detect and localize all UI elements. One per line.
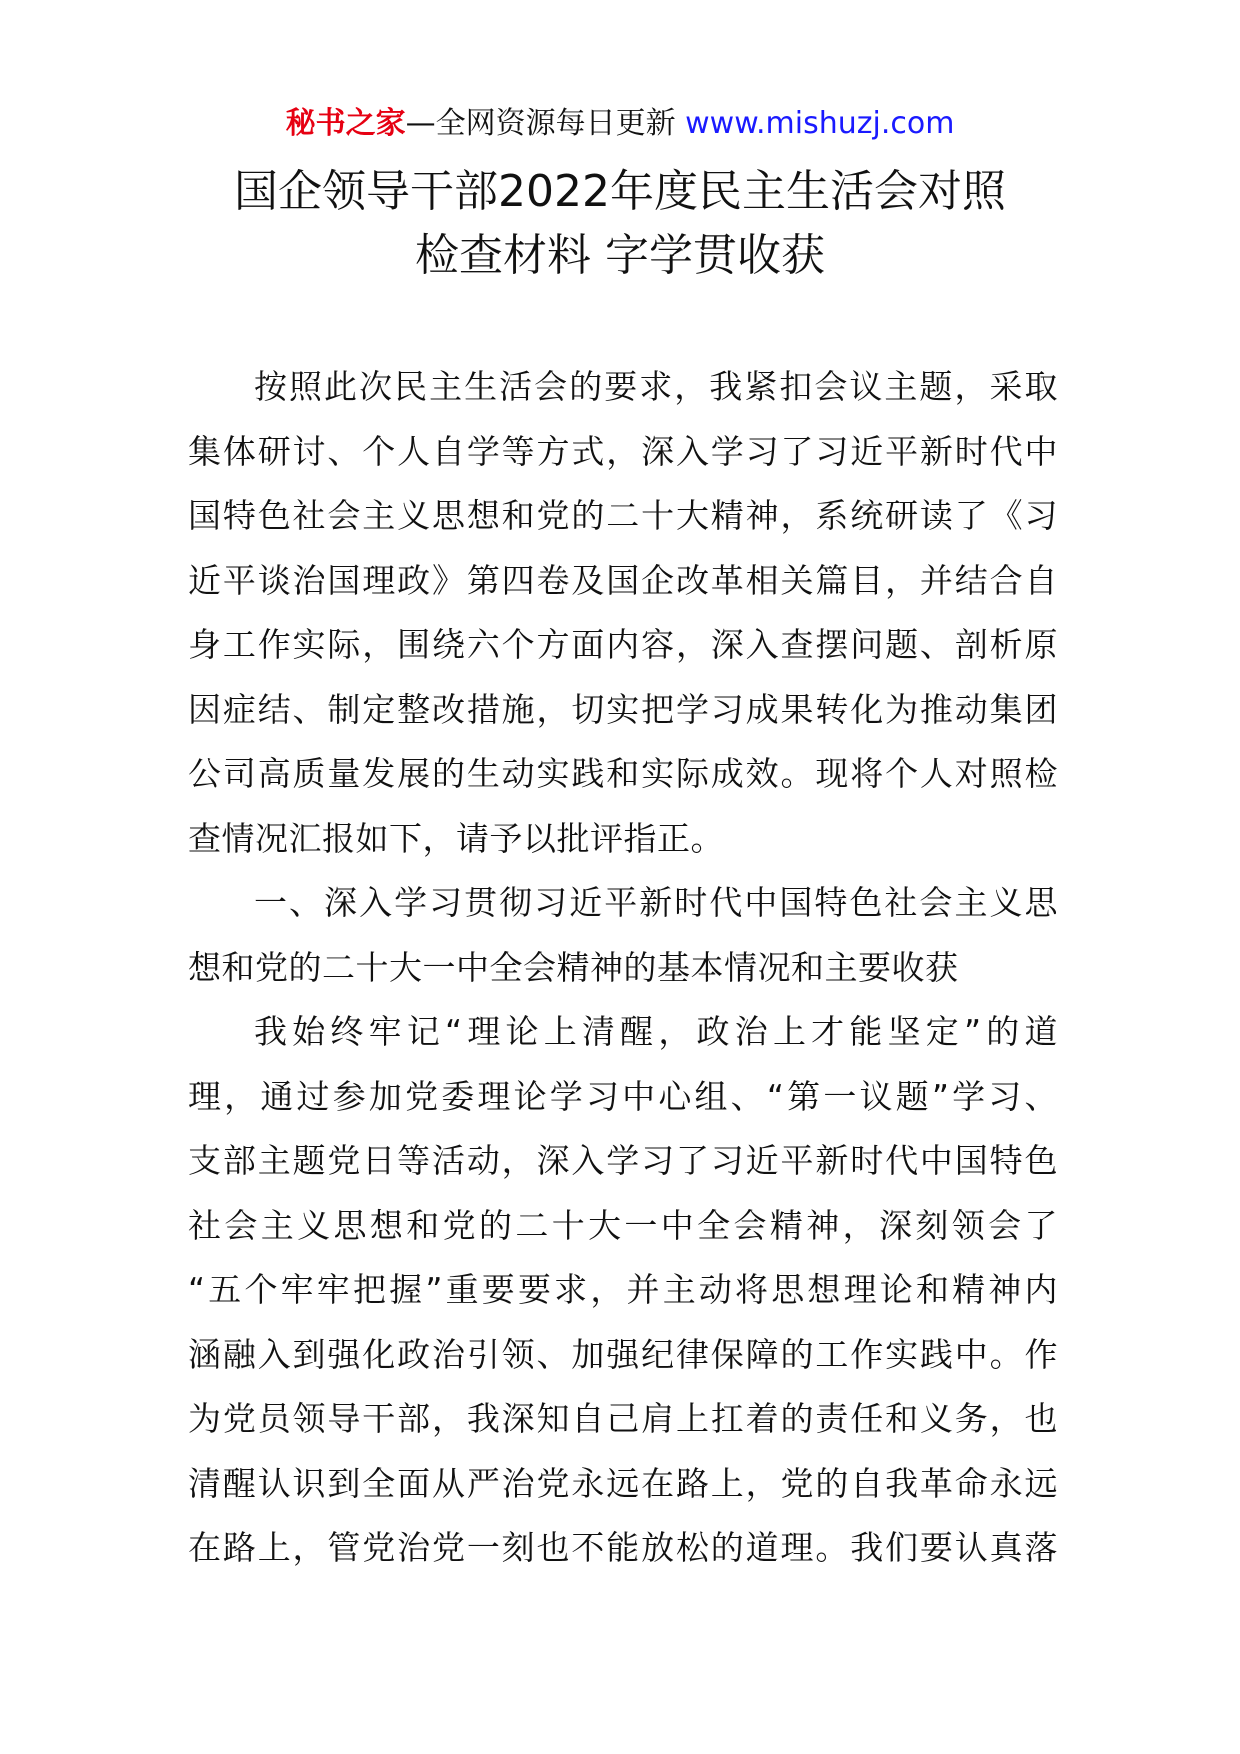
text-line: 身工作实际，围绕六个方面内容，深入查摆问题、剖析原 — [188, 625, 1058, 664]
text-line: 清醒认识到全面从严治党永远在路上，党的自我革命永远 — [188, 1463, 1058, 1503]
text-line: 一、深入学习贯彻习近平新时代中国特色社会主义思 — [254, 883, 1058, 922]
site-banner — [0, 104, 1240, 144]
section-heading — [188, 871, 1058, 1000]
text-line: 按照此次民主生活会的要求，我紧扣会议主题，采取 — [254, 367, 1058, 406]
text-line: 为党员领导干部，我深知自己肩上扛着的责任和义务，也 — [188, 1399, 1058, 1438]
text-line: 公司高质量发展的生动实践和实际成效。现将个人对照检 — [188, 754, 1058, 793]
banner-tagline: —全网资源每日更新 — [405, 106, 686, 141]
text-line: 想和党的二十大一中全会精神的基本情况和主要收获 — [188, 947, 959, 987]
paragraph-body — [188, 1000, 1058, 1581]
banner-brand: 秘书之家 — [285, 106, 406, 141]
text-line: 查情况汇报如下，请予以批评指正。 — [188, 818, 724, 858]
paragraph-intro — [188, 355, 1058, 871]
text-line: 近平谈治国理政》第四卷及国企改革相关篇目，并结合自 — [188, 560, 1058, 600]
title-line-2: 检查材料 字学贯收获 — [415, 230, 825, 281]
text-line: 集体研讨、个人自学等方式，深入学习了习近平新时代中 — [188, 431, 1058, 471]
banner-url-link[interactable]: www.mishuzj.com — [685, 106, 955, 141]
text-line: 国特色社会主义思想和党的二十大精神，系统研读了《习 — [188, 496, 1058, 535]
text-line: “五个牢牢把握”重要要求，并主动将思想理论和精神内 — [188, 1270, 1058, 1309]
title-line-1: 国企领导干部2022年度民主生活会对照 — [234, 166, 1006, 217]
text-line: 支部主题党日等活动，深入学习了习近平新时代中国特色 — [188, 1141, 1058, 1180]
text-line: 在路上，管党治党一刻也不能放松的道理。我们要认真落 — [188, 1528, 1058, 1567]
document-title — [120, 160, 1120, 288]
text-line: 社会主义思想和党的二十大一中全会精神，深刻领会了 — [188, 1205, 1058, 1245]
text-line: 涵融入到强化政治引领、加强纪律保障的工作实践中。作 — [188, 1334, 1058, 1374]
text-line: 我始终牢记“理论上清醒，政治上才能坚定”的道 — [254, 1012, 1058, 1051]
document-body — [188, 355, 1058, 1581]
text-line: 因症结、制定整改措施，切实把学习成果转化为推动集团 — [188, 689, 1058, 729]
text-line: 理，通过参加党委理论学习中心组、“第一议题”学习、 — [188, 1076, 1058, 1116]
